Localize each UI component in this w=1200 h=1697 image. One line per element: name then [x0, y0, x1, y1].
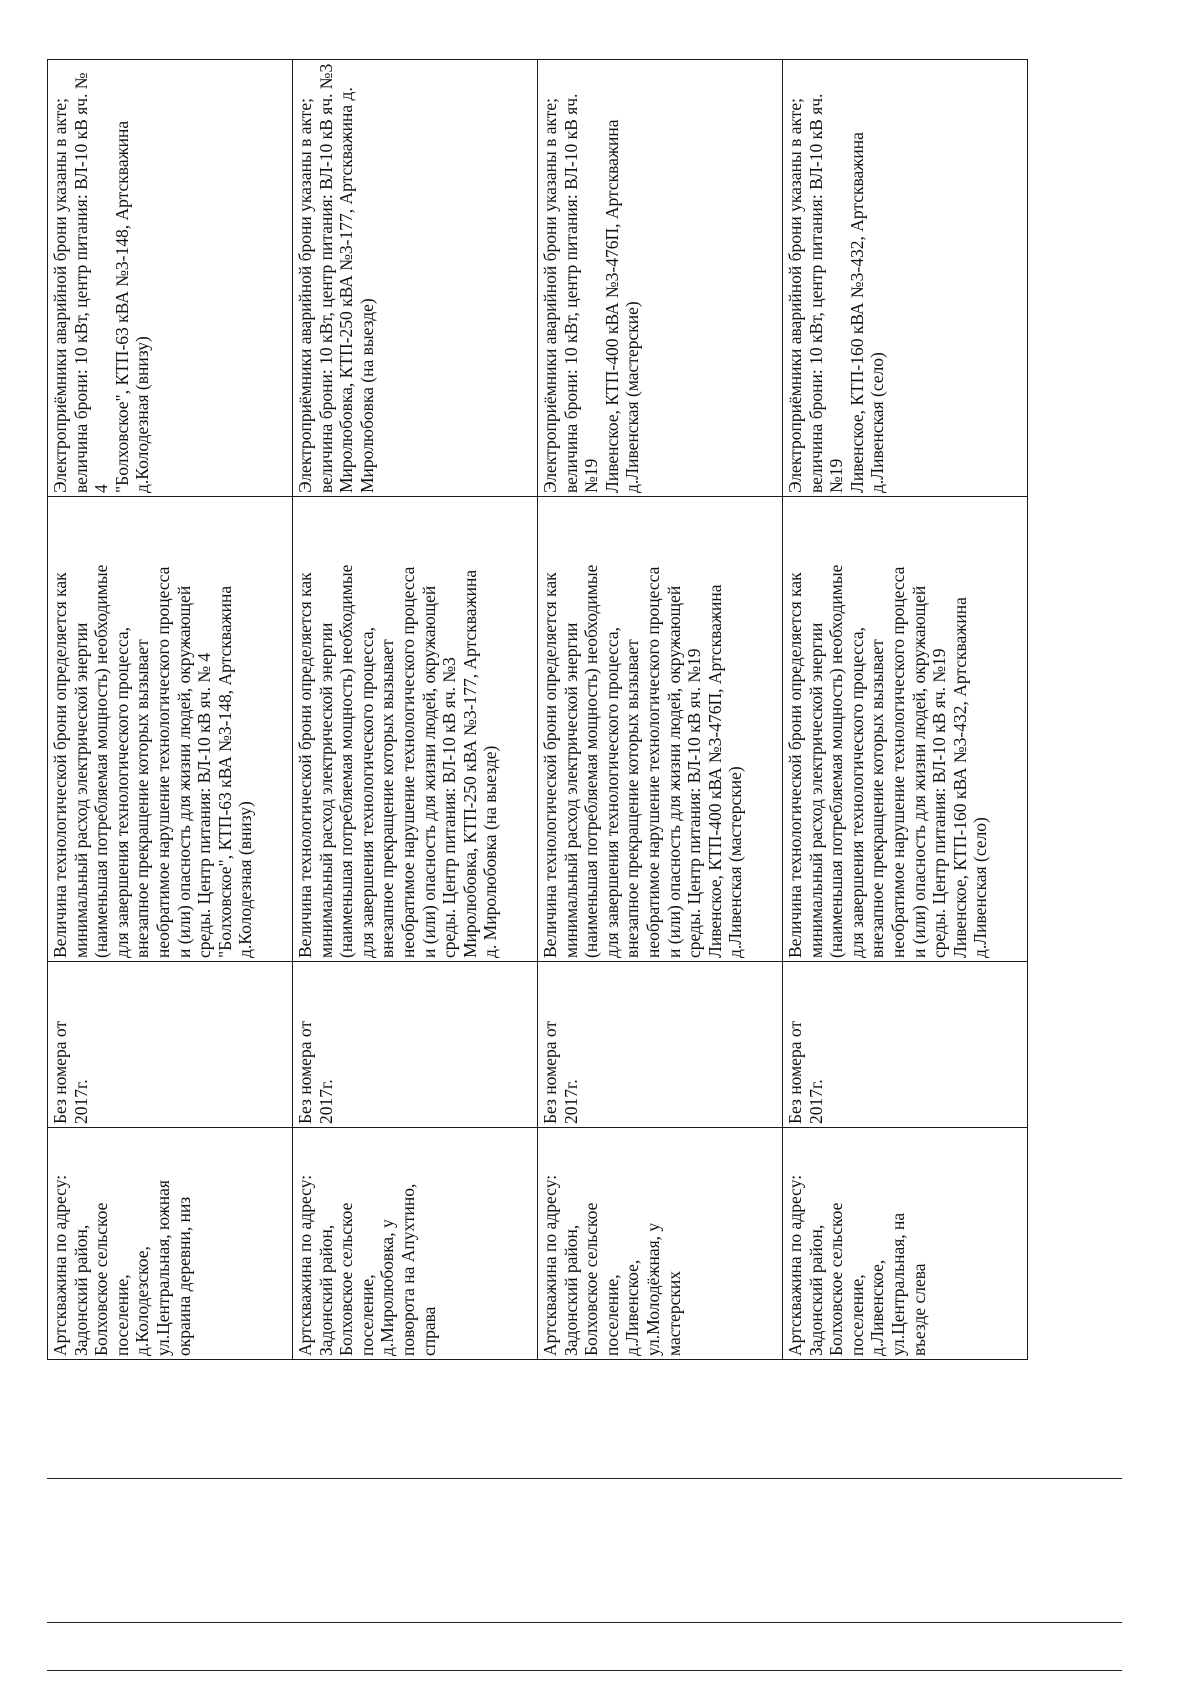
act-number-cell: Без номера от 2017г.	[783, 962, 1028, 1128]
act-number-cell: Без номера от 2017г.	[538, 962, 783, 1128]
table-row	[293, 60, 538, 1360]
table-row	[48, 60, 293, 1360]
technological-reserve-cell: Величина технологической брони определяется как минимальный расход электрической энергии (наименьшая потребляемая мощность) необходимые для завершения технологического процесса, внезапное прекращение которых вызывает необратимое нарушение технологического процесса и (или) опасность для жизни людей, окружающей среды. Центр питания: ВЛ-10 кВ яч. №19 Ливенское, КТП-400 кВА №3-476П, Артскважина д.Ливенская (мастерские)	[538, 497, 783, 962]
technological-reserve-cell: Величина технологической брони определяется как минимальный расход электрической энергии (наименьшая потребляемая мощность) необходимые для завершения технологического процесса, внезапное прекращение которых вызывает необратимое нарушение технологического процесса и (или) опасность для жизни людей, окружающей среды. Центр питания: ВЛ-10 кВ яч. №19 Ливенское, КТП-160 кВА №3-432, Артскважина д.Ливенская (село)	[783, 497, 1028, 962]
horizontal-rule	[47, 1622, 1122, 1623]
table-row	[783, 60, 1028, 1360]
horizontal-rule	[47, 1670, 1122, 1671]
technological-reserve-cell: Величина технологической брони определяется как минимальный расход электрической энергии (наименьшая потребляемая мощность) необходимые для завершения технологического процесса, внезапное прекращение которых вызывает необратимое нарушение технологического процесса и (или) опасность для жизни людей, окружающей среды. Центр питания: ВЛ-10 кВ яч. №3 Миролюбовка, КТП-250 кВА №3-177, Артскважина д. Миролюбовка (на выезде)	[293, 497, 538, 962]
emergency-reserve-cell: Электроприёмники аварийной брони указаны в акте; величина брони: 10 кВт, центр питания: ВЛ-10 кВ яч. №19 Ливенское, КТП-160 кВА №3-432, Артскважина д.Ливенская (село)	[783, 60, 1028, 497]
technological-reserve-cell: Величина технологической брони определяется как минимальный расход электрической энергии (наименьшая потребляемая мощность) необходимые для завершения технологического процесса, внезапное прекращение которых вызывает необратимое нарушение технологического процесса и (или) опасность для жизни людей, окружающей среды. Центр питания: ВЛ-10 кВ яч. № 4 "Болховское", КТП-63 кВА №3-148, Артскважина д.Колодезная (внизу)	[48, 497, 293, 962]
power-reserve-table	[47, 59, 1028, 1360]
rotated-table-container	[47, 60, 1027, 1360]
emergency-reserve-cell: Электроприёмники аварийной брони указаны в акте; величина брони: 10 кВт, центр питания: ВЛ-10 кВ яч. №19 Ливенское, КТП-400 кВА №3-476П, Артскважина д.Ливенская (мастерские)	[538, 60, 783, 497]
table-row	[538, 60, 783, 1360]
emergency-reserve-cell: Электроприёмники аварийной брони указаны в акте; величина брони: 10 кВт, центр питания: ВЛ-10 кВ яч. № 4 "Болховское", КТП-63 кВА №3-148, Артскважина д.Колодезная (внизу)	[48, 60, 293, 497]
object-address-cell: Артскважина по адресу: Задонский район, Болховское сельское поселение, д.Колодезское, ул.Центральная, южная окраина деревни, низ	[48, 1128, 293, 1360]
object-address-cell: Артскважина по адресу: Задонский район, Болховское сельское поселение, д.Ливенское, ул.Молодёжная, у мастерских	[538, 1128, 783, 1360]
emergency-reserve-cell: Электроприёмники аварийной брони указаны в акте; величина брони: 10 кВт, центр питания: ВЛ-10 кВ яч. №3 Миролюбовка, КТП-250 кВА №3-177, Артскважина д. Миролюбовка (на выезде)	[293, 60, 538, 497]
act-number-cell: Без номера от 2017г.	[293, 962, 538, 1128]
object-address-cell: Артскважина по адресу: Задонский район, Болховское сельское поселение, д.Ливенское, ул.Центральная, на въезде слева	[783, 1128, 1028, 1360]
horizontal-rule	[47, 1478, 1122, 1479]
act-number-cell: Без номера от 2017г.	[48, 962, 293, 1128]
object-address-cell: Артскважина по адресу: Задонский район, Болховское сельское поселение, д.Миролюбовка, у поворота на Апухтино, справа	[293, 1128, 538, 1360]
